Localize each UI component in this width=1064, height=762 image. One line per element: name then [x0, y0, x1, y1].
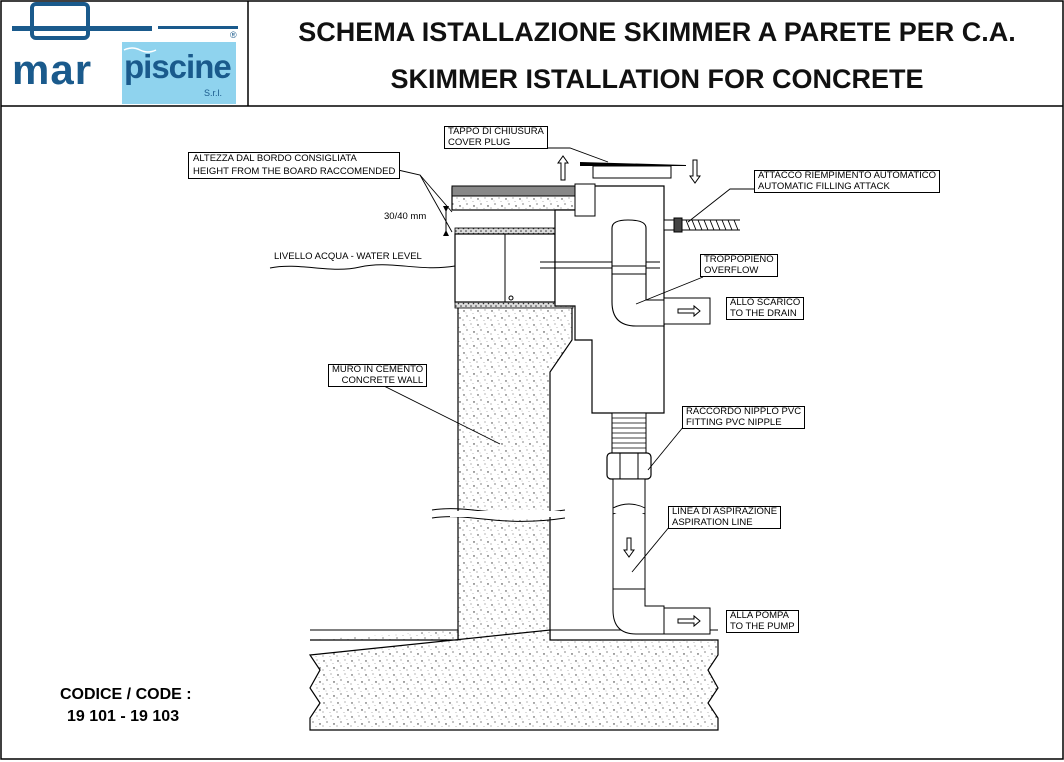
logo-word-piscine: piscine — [124, 48, 231, 85]
leader-cover — [545, 148, 608, 162]
drain-label: ALLO SCARICO TO THE DRAIN — [726, 297, 804, 320]
filling-hose — [682, 220, 740, 230]
title-italian: SCHEMA ISTALLAZIONE SKIMMER A PARETE PER C.A. — [298, 17, 1016, 47]
dimension-label: 30/40 mm — [384, 211, 427, 222]
leader-fill — [688, 189, 755, 222]
water-level-label: LIVELLO ACQUA - WATER LEVEL — [274, 251, 422, 262]
leader-board-2 — [420, 175, 452, 232]
overflow-label: TROPPOPIENO OVERFLOW — [700, 254, 778, 277]
logo-word-mar: mar — [12, 46, 93, 93]
skimmer-lid-collar — [575, 184, 595, 216]
code-label: CODICE / CODE : — [60, 686, 192, 703]
logo-suffix: S.r.l. — [204, 88, 223, 98]
nipple-label: RACCORDO NIPPLO PVC FITTING PVC NIPPLE — [682, 406, 805, 429]
board-height-label: ALTEZZA DAL BORDO CONSIGLIATA HEIGHT FROM THE BOARD RACCOMENDED — [188, 152, 400, 179]
pump-label: ALLA POMPA TO THE PUMP — [726, 610, 799, 633]
auto-fill-label: ATTACCO RIEMPIMENTO AUTOMATICO AUTOMATIC FILLING ATTACK — [754, 170, 940, 193]
down-arrow — [690, 160, 700, 183]
title-english: SKIMMER ISTALLATION FOR CONCRETE — [390, 64, 924, 94]
cover-plug-label: TAPPO DI CHIUSURA COVER PLUG — [444, 126, 548, 149]
company-logo — [8, 2, 244, 104]
leader-nipple — [648, 426, 684, 470]
leader-board — [398, 170, 452, 212]
pump-elbow — [613, 589, 664, 634]
concrete-wall-label: MURO IN CEMENTO CONCRETE WALL — [328, 364, 427, 387]
concrete-wall — [455, 306, 572, 640]
nipple-nut — [607, 453, 651, 479]
up-arrow — [558, 156, 568, 180]
water-line — [270, 265, 455, 270]
foundation-slab — [310, 630, 718, 730]
coping-top — [452, 186, 576, 196]
cover-plug — [580, 162, 686, 166]
aspiration-pipe — [613, 479, 645, 589]
aspiration-label: LINEA DI ASPIRAZIONE ASPIRATION LINE — [668, 506, 781, 529]
logo-registered-mark: ® — [230, 30, 237, 40]
code-value: 19 101 - 19 103 — [67, 708, 180, 725]
